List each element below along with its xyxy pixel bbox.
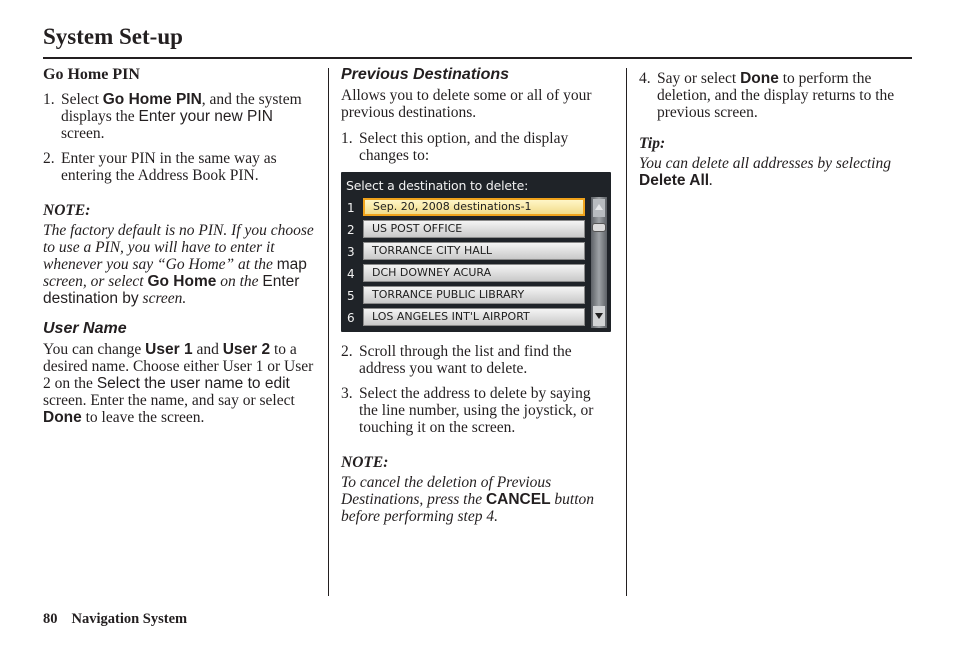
list-item: 1. Select Go Home PIN, and the system displays the Enter your new PIN screen.: [43, 91, 302, 142]
column-divider: [328, 68, 329, 596]
section-heading-user-name: User Name: [43, 320, 127, 337]
page-footer: [43, 611, 187, 628]
list-item: 2. Enter your PIN in the same way as entering the Address Book PIN.: [43, 150, 277, 184]
column-3: [639, 70, 911, 198]
note-text: The factory default is no PIN. If you choose to use a PIN, you will have to enter it whenever you say “Go Home” at the map screen, or select Go Home on the Enter destination by screen.: [43, 222, 314, 307]
page-title: System Set-up: [43, 24, 183, 49]
screen-title: Select a destination to delete:: [346, 178, 529, 193]
destination-row[interactable]: 6 LOS ANGELES INT'L AIRPORT: [341, 306, 591, 328]
scroll-thumb[interactable]: [592, 223, 606, 232]
page-number: 80: [43, 611, 58, 627]
note-label: NOTE:: [341, 454, 389, 471]
list-item: 1. Select this option, and the display changes to:: [341, 130, 569, 164]
scroll-down-icon[interactable]: [593, 306, 605, 326]
destination-row[interactable]: 2 US POST OFFICE: [341, 218, 591, 240]
destination-row[interactable]: 4 DCH DOWNEY ACURA: [341, 262, 591, 284]
header-rule: [43, 57, 912, 59]
note-text: To cancel the deletion of Previous Destinations, press the CANCEL button before performing step 4.: [341, 474, 595, 525]
destination-button[interactable]: TORRANCE PUBLIC LIBRARY: [363, 286, 585, 304]
column-1: [43, 66, 315, 435]
note-label: NOTE:: [43, 202, 91, 219]
destination-row[interactable]: 1 Sep. 20, 2008 destinations-1: [341, 196, 591, 218]
list-item: 4. Say or select Done to perform the deletion, and the display returns to the previous screen.: [639, 70, 895, 121]
destination-button[interactable]: US POST OFFICE: [363, 220, 585, 238]
destination-button[interactable]: LOS ANGELES INT'L AIRPORT: [363, 308, 585, 326]
tip-text: You can delete all addresses by selecting Delete All.: [639, 155, 891, 189]
destination-button[interactable]: DCH DOWNEY ACURA: [363, 264, 585, 282]
section-heading-previous-destinations: Previous Destinations: [341, 66, 510, 83]
scrollbar[interactable]: [591, 197, 607, 328]
tip-label: Tip:: [639, 135, 666, 152]
destination-button[interactable]: Sep. 20, 2008 destinations-1: [363, 198, 585, 216]
footer-section: Navigation System: [71, 611, 188, 627]
column-2: [341, 66, 613, 534]
list-item: 3. Select the address to delete by saying the line number, using the joystick, or touching it on the screen.: [341, 385, 594, 436]
user-name-text: You can change User 1 and User 2 to a desired name. Choose either User 1 or User 2 on the Select the user name to edit screen. Enter the name, and say or select Done to leave the screen.: [43, 341, 314, 426]
scroll-up-icon[interactable]: [593, 199, 605, 217]
column-divider: [626, 68, 627, 596]
destination-row[interactable]: 5 TORRANCE PUBLIC LIBRARY: [341, 284, 591, 306]
destination-button[interactable]: TORRANCE CITY HALL: [363, 242, 585, 260]
list-item: 2. Scroll through the list and find the address you want to delete.: [341, 343, 572, 377]
intro-text: Allows you to delete some or all of your previous destinations.: [341, 87, 592, 121]
section-heading-go-home-pin: Go Home PIN: [43, 66, 140, 83]
screen-screenshot: [341, 172, 611, 332]
destination-row[interactable]: 3 TORRANCE CITY HALL: [341, 240, 591, 262]
